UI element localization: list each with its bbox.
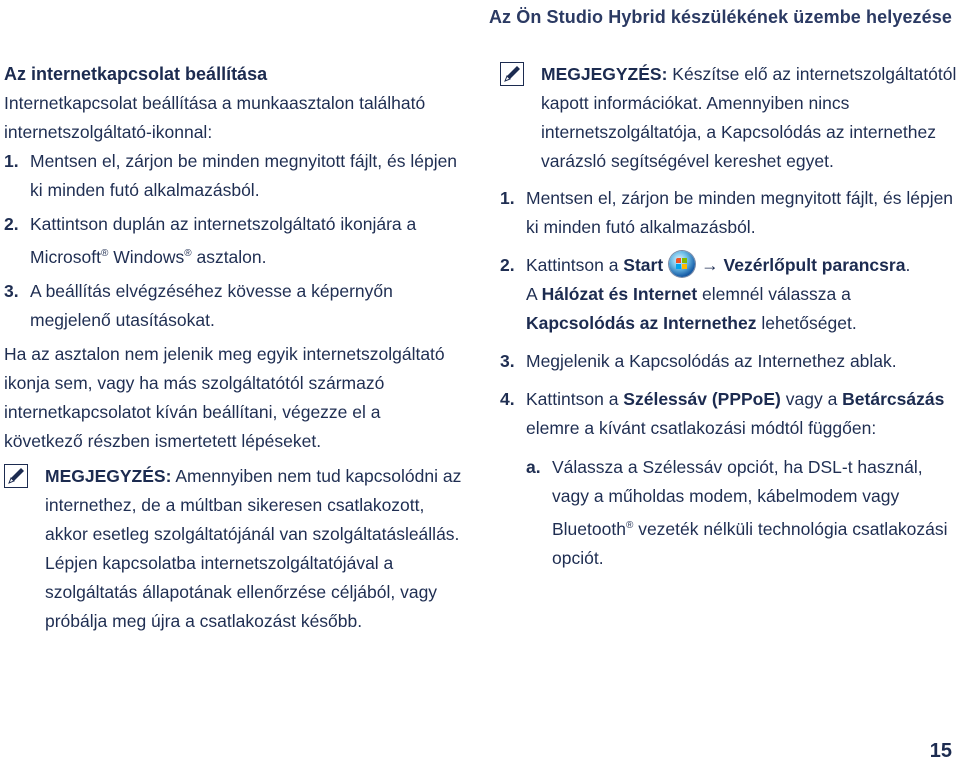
note-label: MEGJEGYZÉS:	[45, 465, 172, 486]
step-number: 1.	[500, 188, 515, 208]
right-step-4	[500, 385, 958, 573]
step-text-windows: Windows	[108, 246, 185, 267]
period: .	[905, 255, 911, 275]
start-label: Start	[623, 255, 664, 275]
registered-mark: ®	[184, 248, 192, 259]
left-step-2	[4, 210, 464, 272]
page-header: Az Ön Studio Hybrid készülékének üzembe helyezése	[488, 7, 952, 27]
step-number: 3.	[500, 351, 515, 371]
step-text: Mentsen el, zárjon be minden megnyitott fájlt, és lépjen ki minden futó alkalmazásból.	[30, 151, 458, 200]
step-text: A beállítás elvégzéséhez kövesse a képernyőn megjelenő utasításokat.	[30, 280, 393, 330]
step-text: elemnél válassza a	[697, 284, 851, 304]
pppoe-label: Szélessáv (PPPoE)	[623, 389, 781, 409]
step-number: 2.	[4, 214, 19, 234]
step-text: elemre a kívánt csatlakozási módtól függően:	[526, 418, 877, 438]
step-number: 2.	[500, 255, 515, 275]
substep-letter: a.	[526, 457, 541, 477]
step-text: Megjelenik a Kapcsolódás az Internethez ablak.	[526, 351, 897, 371]
page-number: 15	[929, 740, 952, 762]
step-text-end: asztalon.	[191, 246, 267, 267]
substep-a	[526, 453, 958, 573]
note-text: Amennyiben nem tud kapcsolódni az internethez, de a múltban sikeresen csatlakozott, akkor esetleg szolgáltatójánál van szolgáltatásleállás. Lépjen kapcsolatba internetszolgáltatójával a szolgáltatás állapotának ellenőrzése céljából, vagy próbálja meg újra a csatlakozást később.	[45, 465, 462, 631]
step-text: Mentsen el, zárjon be minden megnyitott fájlt, és lépjen ki minden futó alkalmazásból.	[526, 188, 954, 237]
left-step-3	[4, 277, 464, 335]
intro-text: Internetkapcsolat beállítása a munkaasztalon található internetszolgáltató-ikonnal:	[4, 93, 426, 142]
registered-mark: ®	[625, 520, 634, 531]
registered-mark: ®	[100, 248, 109, 259]
step-text: Kattintson a	[526, 255, 624, 275]
right-step-1	[500, 184, 958, 242]
pencil-note-icon	[4, 464, 28, 488]
step-text: Kattintson a	[526, 389, 624, 409]
left-column	[4, 60, 464, 636]
command-label: parancsra	[821, 255, 906, 275]
dialup-label: Betárcsázás	[842, 389, 945, 409]
left-step-1	[4, 147, 464, 205]
step-text: vagy a	[780, 389, 843, 409]
step-text: Kattintson duplán az internetszolgáltató ikonjára a Microsoft	[30, 214, 417, 267]
step-number: 1.	[4, 151, 19, 171]
windows-start-orb-icon	[669, 251, 695, 277]
note-block	[500, 60, 958, 176]
section-heading: Az internetkapcsolat beállítása	[4, 64, 268, 84]
step-text: lehetőséget.	[756, 313, 857, 333]
right-step-2	[500, 251, 958, 338]
pencil-note-icon	[500, 62, 524, 86]
body-paragraph: Ha az asztalon nem jelenik meg egyik internetszolgáltató ikonja sem, vagy ha más szolgáltatótól származó internetkapcsolatot kíván beállítani, végezze el a következő részben ismertetett lépéseket.	[4, 343, 445, 451]
arrow-glyph: →	[701, 255, 719, 275]
right-column	[500, 60, 958, 582]
step-number: 4.	[500, 389, 515, 409]
step-text: A	[526, 284, 542, 304]
right-step-3	[500, 347, 958, 376]
step-number: 3.	[4, 280, 19, 301]
connect-internet-label: Kapcsolódás az Internethez	[526, 313, 757, 333]
note-text: Készítse elő az internetszolgáltatótól kapott információkat. Amennyiben nincs internetszolgáltatója, a Kapcsolódás az internethez varázsló segítségével kereshet egyet.	[541, 64, 957, 171]
substep-text-end: vezeték nélküli technológia csatlakozási opciót.	[552, 518, 948, 568]
control-panel-label: Vezérlőpult	[723, 255, 817, 275]
network-internet-label: Hálózat és Internet	[541, 284, 698, 304]
note-block	[4, 462, 464, 636]
substep-text: Válassza a Szélessáv opciót, ha DSL-t használ, vagy a műholdas modem, kábelmodem vagy Bluetooth	[552, 457, 923, 539]
note-label: MEGJEGYZÉS:	[541, 64, 668, 84]
